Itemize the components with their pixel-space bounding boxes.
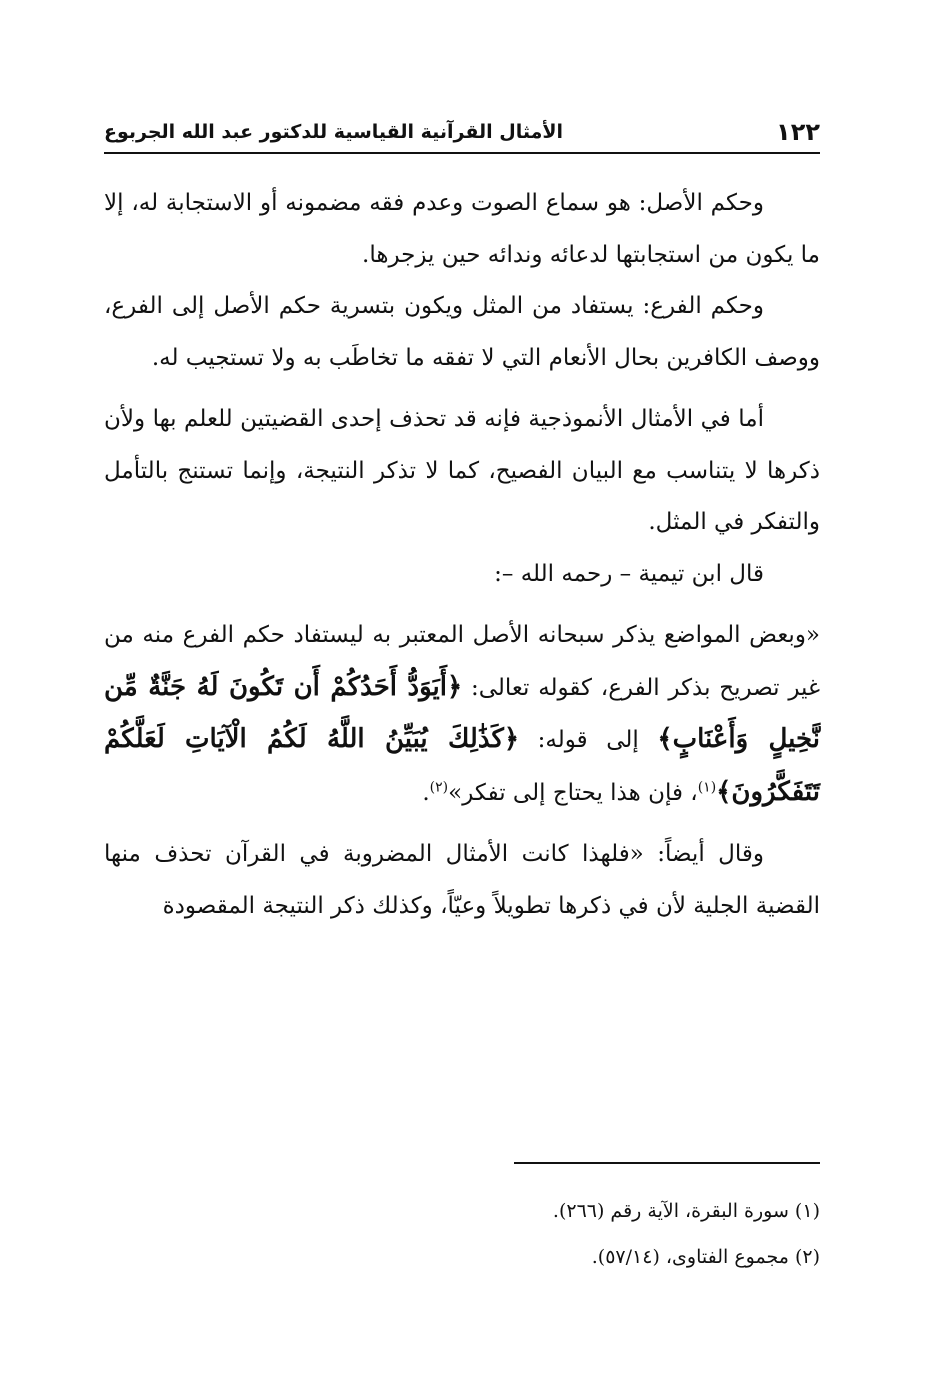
page-header <box>104 112 820 154</box>
quote-text: ، فإن هذا يحتاج إلى تفكر» <box>448 779 698 806</box>
quran-verse: ﴿كَذَٰلِكَ يُبَيِّنُ اللَّهُ لَكُمُ الْآيَاتِ لَعَلَّكُمْ تَتَفَكَّرُونَ﴾ <box>104 724 820 807</box>
paragraph-also-said: وقال أيضاً: «فلهذا كانت الأمثال المضروبة في القرآن تحذف منها القضية الجلية لأن في ذكرها تطويلاً وعيّاً، وكذلك ذكر النتيجة المقصودة <box>104 841 820 919</box>
footnote-2: (٢) مجموع الفتاوى، (٥٧/١٤). <box>591 1246 820 1268</box>
paragraph-ruling-branch: وحكم الفرع: يستفاد من المثل ويكون بتسرية حكم الأصل إلى الفرع، ووصف الكافرين بحال الأنعام التي لا تفقه ما تخاطَب به ولا تستجيب له. <box>104 293 820 371</box>
paragraph-model-proverbs: أما في الأمثال الأنموذجية فإنه قد تحذف إحدى القضيتين للعلم بها ولأن ذكرها لا يتناسب مع البيان الفصيح، كما لا تذكر النتيجة، وإنما تستنج بالتأمل والتفكر في المثل. <box>104 406 820 535</box>
footnote-1: (١) سورة البقرة، الآية رقم (٢٦٦). <box>552 1200 820 1222</box>
running-title: الأمثال القرآنية القياسية للدكتور عبد الله الجربوع <box>104 121 564 143</box>
footnote-marker: (١) <box>697 778 717 795</box>
page-number: ١٢٢ <box>776 118 820 146</box>
quote-text: «وبعض المواضع يذكر سبحانه الأصل المعتبر به ليستفاد حكم الفرع منه من غير تصريح بذكر الفرع، كقوله تعالى: <box>104 622 821 701</box>
footnotes <box>104 1188 820 1280</box>
quran-verse: ﴿أَيَوَدُّ أَحَدُكُمْ أَن تَكُونَ لَهُ جَنَّةٌ مِّن نَّخِيلٍ وَأَعْنَابٍ﴾ <box>104 671 821 754</box>
paragraph-ibn-taymiyyah-intro: قال ابن تيمية – رحمه الله –: <box>494 560 764 587</box>
paragraph-ibn-taymiyyah-quote <box>104 610 820 819</box>
quote-text: إلى قوله: <box>519 727 658 753</box>
footnote-marker: (٢) <box>429 778 449 795</box>
quote-text: . <box>422 779 430 806</box>
paragraph-ruling-origin: وحكم الأصل: هو سماع الصوت وعدم فقه مضمونه أو الاستجابة له، إلا ما يكون من استجابتها لدعائه وندائه حين يزجرها. <box>104 190 820 268</box>
footnote-divider <box>514 1162 820 1164</box>
body-text <box>104 178 820 932</box>
